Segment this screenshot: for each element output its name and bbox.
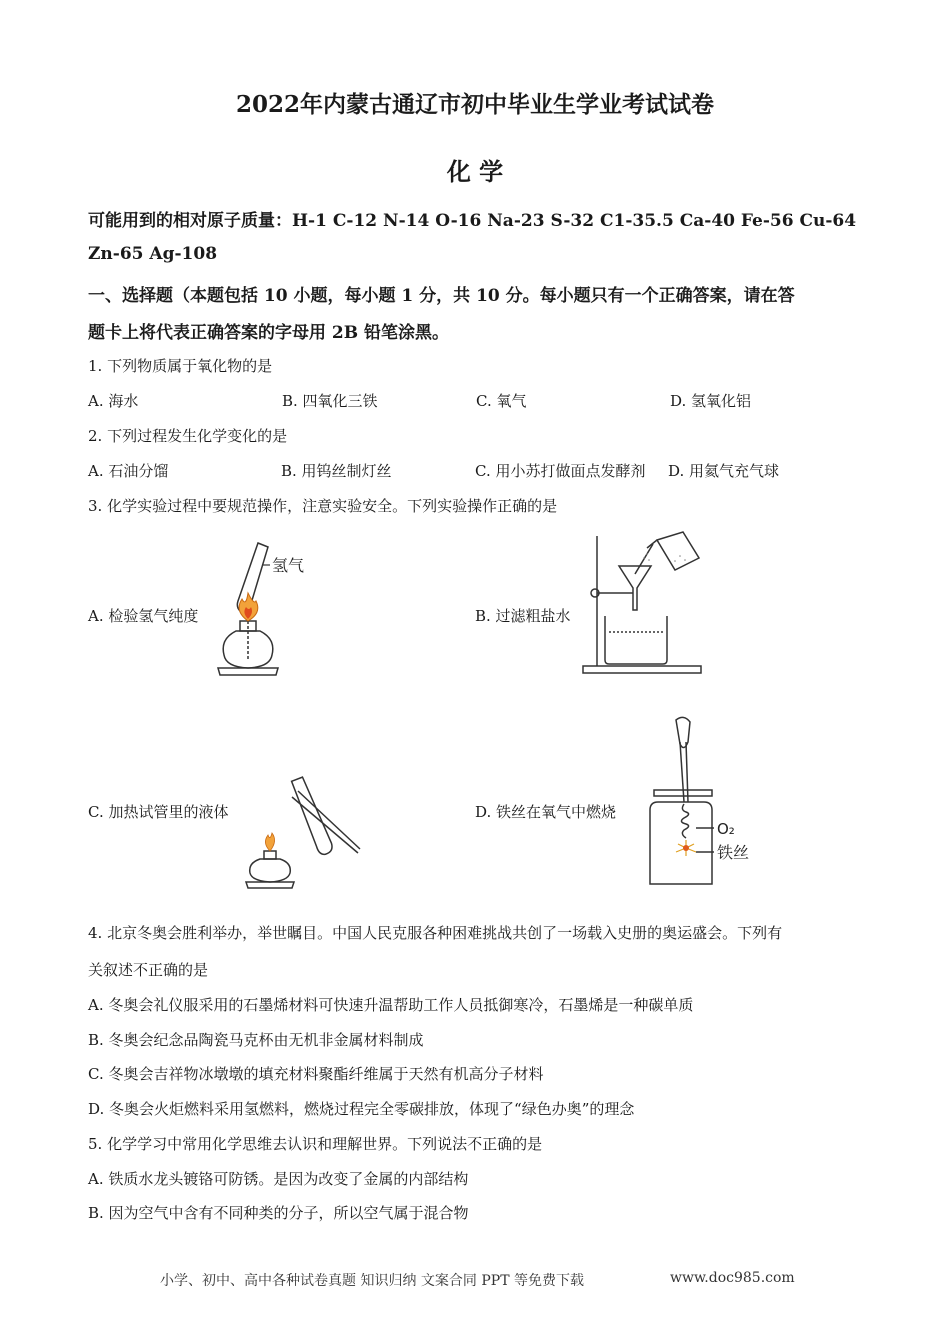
atomic-mass-line-2: Zn-65 Ag-108 (88, 244, 218, 264)
hydrogen-label: 氢气 (272, 556, 305, 575)
question-5-stem: 5. 化学学习中常用化学思维去认识和理解世界。下列说法不正确的是 (88, 1135, 543, 1153)
q4-option-a: A. 冬奥会礼仪服采用的石墨烯材料可快速升温帮助工作人员抵御寒冷，石墨烯是一种碳单质 (88, 996, 694, 1014)
question-4-stem-line-2: 关叙述不正确的是 (88, 961, 209, 979)
question-4-stem-line-1: 4. 北京冬奥会胜利举办，举世瞩目。中国人民克服各种困难挑战共创了一场载入史册的奥运盛会。下列有 (88, 924, 783, 942)
q3-option-a: A. 检验氢气纯度 (88, 607, 199, 625)
exam-title: 2022年内蒙古通辽市初中毕业生学业考试试卷 (235, 91, 714, 118)
q1-option-a: A. 海水 (88, 392, 139, 410)
footer-website[interactable]: www.doc985.com (670, 1270, 795, 1286)
q3-option-c: C. 加热试管里的液体 (88, 803, 229, 821)
section-heading-line-1: 一、选择题（本题包括 10 小题，每小题 1 分，共 10 分。每小题只有一个正确答案，请在答 (88, 286, 795, 306)
filtration-figure (575, 528, 710, 678)
q1-option-c: C. 氧气 (476, 392, 527, 410)
iron-wire-combustion-figure (640, 712, 780, 892)
q5-option-b: B. 因为空气中含有不同种类的分子，所以空气属于混合物 (88, 1204, 469, 1222)
q4-option-b: B. 冬奥会纪念品陶瓷马克杯由无机非金属材料制成 (88, 1031, 424, 1049)
section-heading-line-2: 题卡上将代表正确答案的字母用 2B 铅笔涂黑。 (88, 323, 450, 343)
q4-option-c: C. 冬奥会吉祥物冰墩墩的填充材料聚酯纤维属于天然有机高分子材料 (88, 1065, 544, 1083)
q1-option-d: D. 氢氧化铝 (670, 392, 752, 410)
q5-option-a: A. 铁质水龙头镀铬可防锈。是因为改变了金属的内部结构 (88, 1170, 469, 1188)
atomic-mass-line-1: 可能用到的相对原子质量：H-1 C-12 N-14 O-16 Na-23 S-32 C1-35.5 Ca-40 Fe-56 Cu-64 (88, 211, 857, 231)
q2-option-a: A. 石油分馏 (88, 462, 169, 480)
iron-wire-label: 铁丝 (717, 843, 750, 862)
q1-option-b: B. 四氧化三铁 (282, 392, 378, 410)
footer-text: 小学、初中、高中各种试卷真题 知识归纳 文案合同 PPT 等免费下载 (160, 1273, 584, 1289)
q2-option-c: C. 用小苏打做面点发酵剂 (475, 462, 646, 480)
question-1-stem: 1. 下列物质属于氧化物的是 (88, 357, 273, 375)
question-2-stem: 2. 下列过程发生化学变化的是 (88, 427, 288, 445)
o2-label: O₂ (717, 820, 735, 838)
heating-liquid-figure (240, 775, 370, 895)
q2-option-d: D. 用氦气充气球 (668, 462, 780, 480)
question-3-stem: 3. 化学实验过程中要规范操作，注意实验安全。下列实验操作正确的是 (88, 497, 558, 515)
subject-title: 化 学 (446, 157, 504, 186)
q4-option-d: D. 冬奥会火炬燃料采用氢燃料，燃烧过程完全零碳排放，体现了“绿色办奥”的理念 (88, 1100, 635, 1118)
hydrogen-purity-test-figure (210, 535, 330, 680)
q3-option-b: B. 过滤粗盐水 (475, 607, 571, 625)
q3-option-d: D. 铁丝在氧气中燃烧 (475, 803, 617, 821)
q2-option-b: B. 用钨丝制灯丝 (281, 462, 392, 480)
